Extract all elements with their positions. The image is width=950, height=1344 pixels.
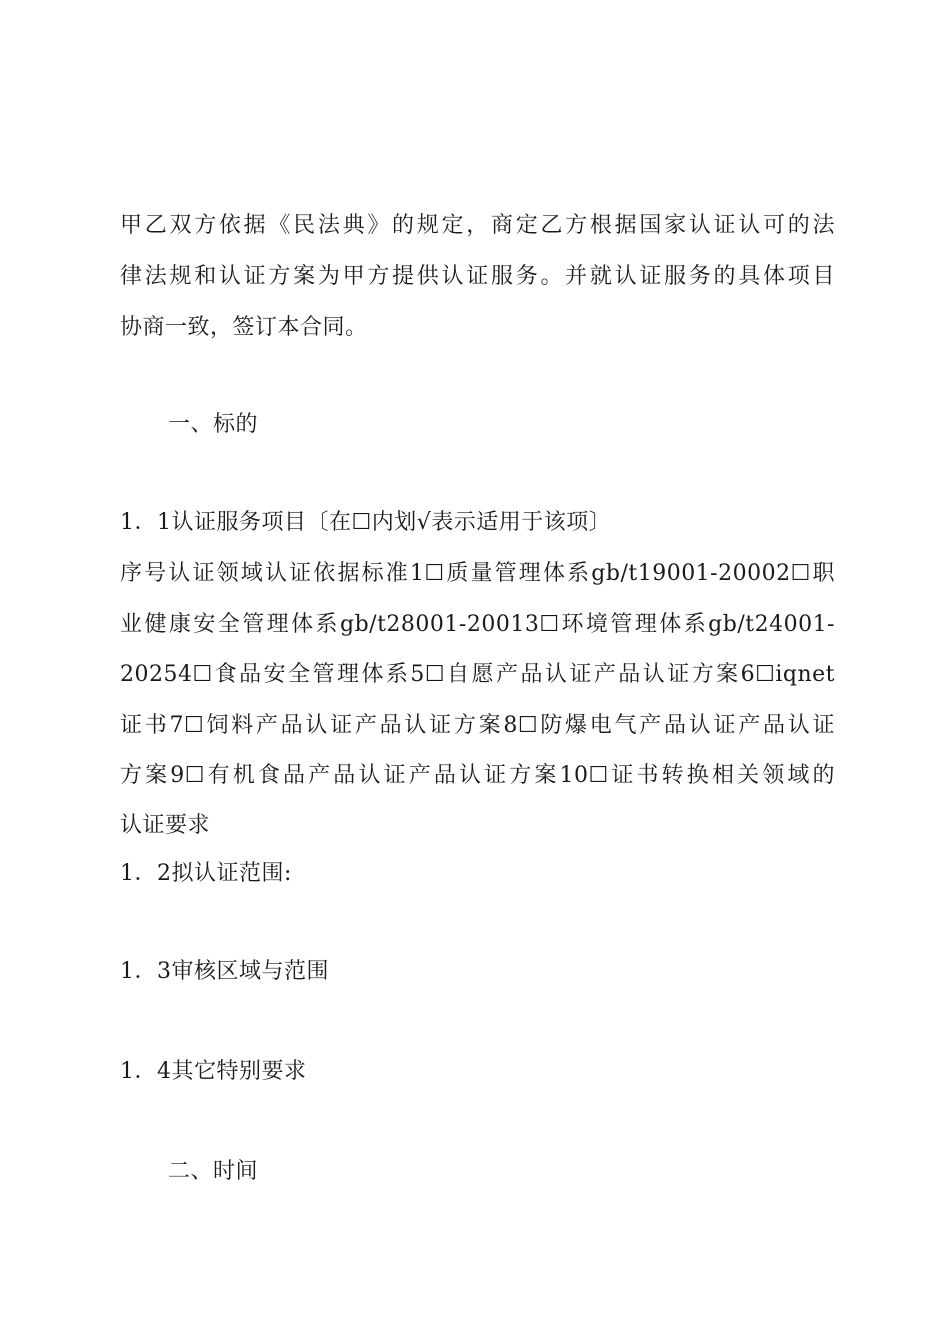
section-heading-2: 二、时间 bbox=[168, 1159, 259, 1184]
section-heading-1: 一、标的 bbox=[168, 412, 259, 437]
table-text-line-6: 认证要求 bbox=[120, 813, 211, 838]
intro-line-1: 甲乙双方依据《民法典》的规定，商定乙方根据国家认证认可的法 bbox=[120, 213, 835, 238]
item-1-2: 1．2拟认证范围: bbox=[120, 861, 292, 886]
table-text-line-2: 业健康安全管理体系gb/t28001-20013☐环境管理体系gb/t24001- bbox=[120, 612, 835, 637]
intro-line-3: 协商一致，签订本合同。 bbox=[120, 315, 368, 340]
table-text-line-3: 20254☐食品安全管理体系5☐自愿产品认证产品认证方案6☐iqnet bbox=[120, 662, 835, 687]
table-text-line-1: 序号认证领域认证依据标准1☐质量管理体系gb/t19001-20002☐职 bbox=[120, 561, 835, 586]
table-text-line-5: 方案9☐有机食品产品认证产品认证方案10☐证书转换相关领域的 bbox=[120, 763, 835, 788]
item-1-4: 1．4其它特别要求 bbox=[120, 1059, 307, 1084]
intro-line-2: 律法规和认证方案为甲方提供认证服务。并就认证服务的具体项目 bbox=[120, 264, 835, 289]
table-text-line-4: 证书7☐饲料产品认证产品认证方案8☐防爆电气产品认证产品认证 bbox=[120, 713, 835, 738]
item-1-3: 1．3审核区域与范围 bbox=[120, 959, 329, 984]
item-1-1: 1．1认证服务项目〔在☐内划√表示适用于该项〕 bbox=[120, 510, 612, 535]
